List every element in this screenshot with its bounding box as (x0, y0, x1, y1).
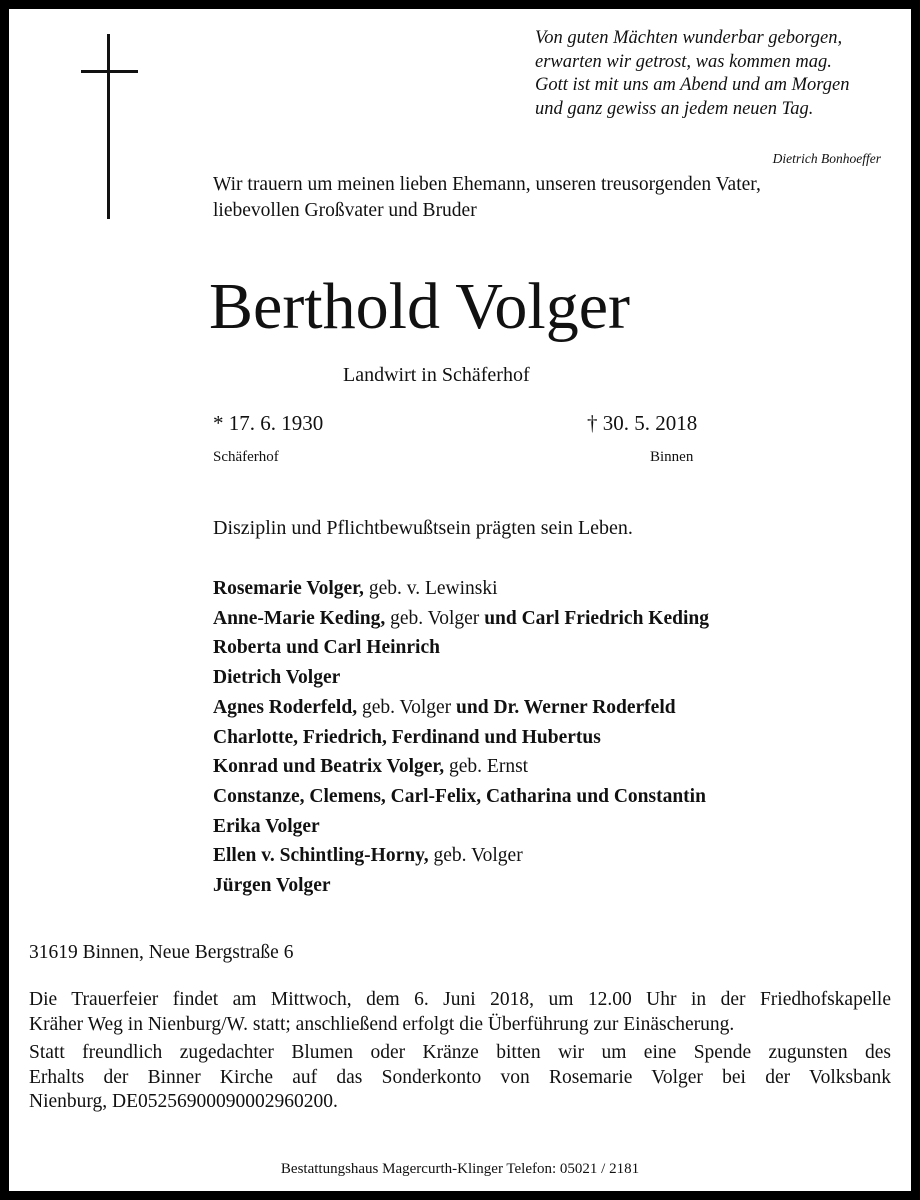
mourner-note: geb. v. Lewinski (363, 578, 498, 599)
mourner-row (213, 812, 709, 842)
mourner-name: Agnes Roderfeld, (213, 696, 358, 718)
poem-line: Gott ist mit uns am Abend und am Morgen (535, 75, 850, 95)
mourner-row (213, 574, 709, 604)
mourner-name: und Dr. Werner Roderfeld (456, 696, 676, 718)
mourner-row (213, 693, 709, 723)
mourner-name: Konrad und Beatrix Volger, (213, 756, 445, 778)
bonhoeffer-poem (535, 27, 895, 166)
funeral-line: Die Trauerfeier findet am Mittwoch, dem 6. Juni 2018, um 12.00 Uhr in der Friedhofskapelle (29, 989, 891, 1010)
mourner-row (213, 723, 709, 753)
mourner-row (213, 752, 709, 782)
death-date: † 30. 5. 2018 (587, 411, 698, 435)
mourner-name: Constanze, Clemens, Carl-Felix, Catharina und Constantin (213, 785, 706, 807)
family-address: 31619 Binnen, Neue Bergstraße 6 (29, 942, 294, 963)
donation-line: Nienburg, DE05256900090002960200. (29, 1091, 338, 1112)
birth-date: * 17. 6. 1930 (213, 411, 324, 435)
mourner-name: Charlotte, Friedrich, Ferdinand und Hubertus (213, 726, 601, 748)
poem-line: Von guten Mächten wunderbar geborgen, (535, 28, 843, 48)
life-motto: Disziplin und Pflichtbewußtsein prägten sein Leben. (213, 517, 633, 539)
mourner-note: geb. Volger (357, 696, 457, 718)
mourner-name: Dietrich Volger (213, 667, 341, 689)
mourner-note: geb. Volger (385, 607, 485, 629)
mourner-name: Ellen v. Schintling-Horny, (213, 845, 429, 867)
mourners-list (213, 574, 709, 901)
death-place: Binnen (650, 449, 694, 465)
intro-line: liebevollen Großvater und Bruder (213, 200, 477, 221)
mourner-note: geb. Volger (428, 845, 523, 867)
donation-line: Statt freundlich zugedachter Blumen oder Kränze bitten wir um eine Spende zugunsten des (29, 1042, 891, 1063)
funeral-home-footer: Bestattungshaus Magercurth-Klinger Telefon: 05021 / 2181 (280, 1161, 640, 1177)
obituary-notice (9, 9, 911, 1191)
mourner-name: Jürgen Volger (213, 875, 331, 897)
mourner-row (213, 633, 709, 663)
mourner-name: Anne-Marie Keding, (213, 607, 386, 629)
donation-line: Erhalts der Binner Kirche auf das Sonderkonto von Rosemarie Volger bei der Volksbank (29, 1066, 891, 1088)
intro-line: Wir trauern um meinen lieben Ehemann, unseren treusorgenden Vater, (213, 174, 761, 195)
mourner-name: Rosemarie Volger, (213, 578, 364, 599)
mourner-name: und Carl Friedrich Keding (484, 607, 709, 629)
intro-text (213, 172, 868, 224)
donation-info (29, 1041, 891, 1115)
birth-place: Schäferhof (213, 449, 279, 465)
mourner-row (213, 663, 709, 693)
poem-line: und ganz gewiss an jedem neuen Tag. (535, 98, 814, 119)
poem-line: erwarten wir getrost, was kommen mag. (535, 51, 832, 72)
mourner-name: Erika Volger (213, 815, 320, 837)
mourner-name: Roberta und Carl Heinrich (213, 637, 440, 659)
deceased-occupation: Landwirt in Schäferhof (343, 364, 530, 386)
funeral-info (29, 988, 891, 1037)
mourner-row (213, 841, 709, 871)
mourner-row (213, 604, 709, 634)
mourner-row (213, 871, 709, 901)
funeral-line: Kräher Weg in Nienburg/W. statt; anschließend erfolgt die Überführung zur Einäscherung. (29, 1013, 735, 1035)
poem-author: Dietrich Bonhoeffer (772, 151, 881, 166)
mourner-note: geb. Ernst (444, 756, 529, 778)
mourner-row (213, 782, 709, 812)
cross-vertical-bar (107, 34, 110, 219)
deceased-name: Berthold Volger (209, 270, 631, 343)
cross-horizontal-bar (81, 70, 138, 73)
